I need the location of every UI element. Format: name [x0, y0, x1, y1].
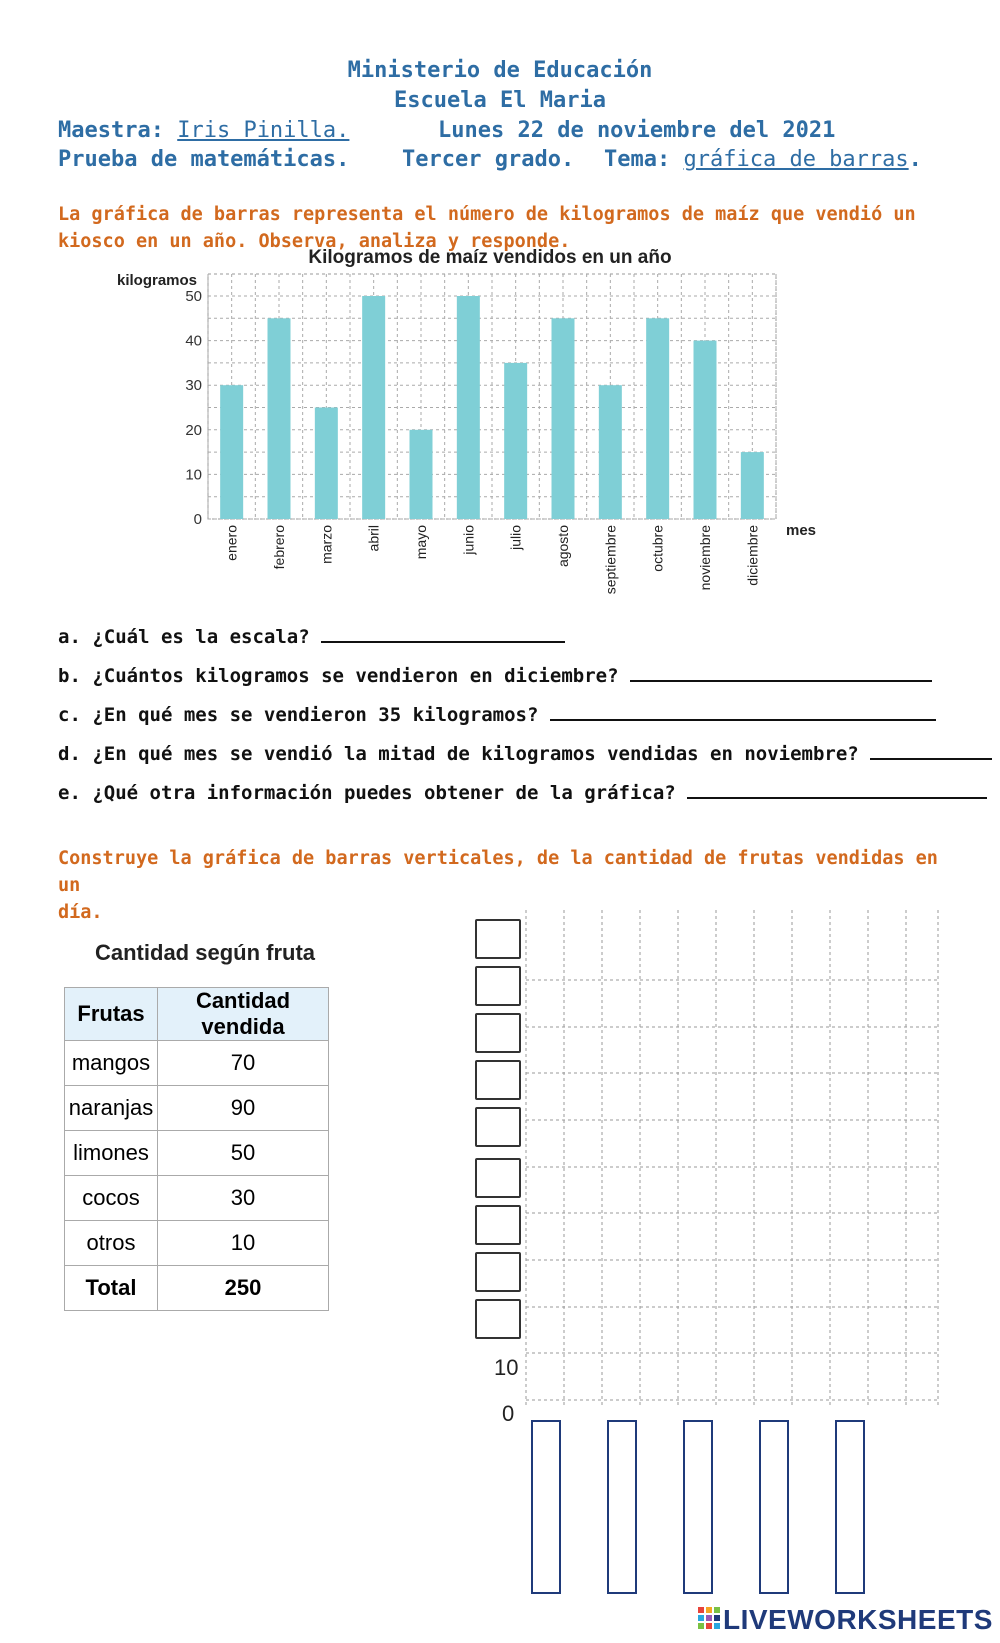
y-scale-input-2[interactable]: [475, 966, 521, 1006]
teacher-name: Iris Pinilla.: [177, 118, 350, 143]
total-value: 250: [158, 1266, 329, 1311]
table-row: [65, 1086, 329, 1131]
y-scale-input-9[interactable]: [475, 1299, 521, 1339]
liveworksheets-brand: LIVEWORKSHEETS: [723, 1604, 993, 1635]
bar-febrero: [268, 318, 291, 519]
question-a-text: a. ¿Cuál es la escala?: [58, 626, 310, 648]
intro-text: [58, 201, 958, 255]
y-scale-input-6[interactable]: [475, 1158, 521, 1198]
question-d: [58, 740, 992, 765]
y-tick-label: 40: [185, 332, 202, 350]
table-row: [65, 1176, 329, 1221]
x-category-input-2[interactable]: [607, 1420, 637, 1594]
fruit-quantity: 10: [158, 1221, 329, 1266]
question-d-text: d. ¿En qué mes se vendió la mitad de kilogramos vendidas en noviembre?: [58, 743, 859, 765]
topic-label: Tema:: [604, 147, 671, 172]
bar-diciembre: [741, 452, 764, 519]
ministry-title: Ministerio de Educación: [347, 58, 653, 83]
answer-b-blank[interactable]: [630, 662, 932, 682]
bar-mayo: [410, 430, 433, 519]
x-category-input-4[interactable]: [759, 1420, 789, 1594]
fruit-table-caption: Cantidad según fruta: [95, 940, 316, 965]
bar-noviembre: [694, 341, 717, 519]
construction-grid: [520, 905, 945, 1410]
x-category-input-3[interactable]: [683, 1420, 713, 1594]
y-scale-input-8[interactable]: [475, 1252, 521, 1292]
chart-title: Kilogramos de maíz vendidos en un año: [308, 248, 672, 268]
question-e-text: e. ¿Qué otra información puedes obtener de la gráfica?: [58, 782, 676, 804]
bar-marzo: [315, 408, 338, 520]
x-tick-label: julio: [507, 525, 524, 550]
fruit-name: cocos: [65, 1176, 158, 1221]
x-tick-label: enero: [223, 525, 240, 561]
bar-julio: [504, 363, 527, 519]
question-a: [58, 623, 565, 648]
y-tick-label: 10: [185, 466, 202, 484]
total-label: Total: [65, 1266, 158, 1311]
fruit-header-fruits: Frutas: [65, 988, 158, 1041]
grade: Tercer grado.: [402, 147, 575, 172]
question-e: [58, 779, 987, 804]
build-line-1: Construye la gráfica de barras verticales, de la cantidad de frutas vendidas en un: [58, 848, 938, 896]
y-axis-label: kilogramos: [117, 272, 198, 289]
y-tick-label: 0: [193, 511, 202, 528]
liveworksheets-logo: [697, 1605, 721, 1639]
x-tick-label: febrero: [271, 525, 287, 570]
test-name: Prueba de matemáticas.: [58, 147, 350, 172]
teacher-line: [58, 118, 349, 143]
grid-label-0: 0: [502, 1401, 515, 1426]
fruit-quantity: 30: [158, 1176, 329, 1221]
y-scale-input-7[interactable]: [475, 1205, 521, 1245]
bar-agosto: [552, 318, 575, 519]
answer-c-blank[interactable]: [550, 701, 936, 721]
date: Lunes 22 de noviembre del 2021: [438, 118, 836, 143]
x-tick-label: marzo: [318, 525, 335, 564]
fruit-name: otros: [65, 1221, 158, 1266]
topic-end: .: [908, 147, 922, 172]
fruit-table: [64, 987, 329, 1311]
y-tick-label: 50: [185, 288, 202, 305]
intro-line-1: La gráfica de barras representa el número de kilogramos de maíz que vendió un: [58, 204, 916, 225]
x-tick-label: noviembre: [697, 525, 713, 591]
x-tick-label: octubre: [649, 525, 666, 572]
question-c-text: c. ¿En qué mes se vendieron 35 kilogramos?: [58, 704, 539, 726]
x-tick-label: diciembre: [744, 525, 761, 586]
question-c: [58, 701, 936, 726]
liveworksheets-logo-icon: [697, 1605, 721, 1635]
y-scale-input-4[interactable]: [475, 1060, 521, 1100]
y-tick-label: 30: [185, 377, 202, 395]
build-line-2: día.: [58, 902, 103, 923]
answer-e-blank[interactable]: [687, 779, 987, 799]
question-b-text: b. ¿Cuántos kilogramos se vendieron en diciembre?: [58, 665, 619, 687]
bar-septiembre: [599, 385, 622, 519]
x-tick-label: abril: [365, 525, 382, 552]
bar-octubre: [646, 318, 669, 519]
table-row: [65, 1221, 329, 1266]
fruit-name: naranjas: [65, 1086, 158, 1131]
fruit-header-quantity: Cantidad vendida: [158, 988, 329, 1041]
x-axis-label: mes: [786, 522, 817, 539]
x-category-input-5[interactable]: [835, 1420, 865, 1594]
table-row: [65, 1041, 329, 1086]
x-tick-label: mayo: [413, 525, 429, 560]
fruit-name: limones: [65, 1131, 158, 1176]
intro-line-2: kiosco en un año. Observa, analiza y responde.: [58, 231, 571, 252]
table-total-row: [65, 1266, 329, 1311]
x-tick-label: septiembre: [602, 525, 619, 595]
bar-enero: [220, 385, 243, 519]
fruit-quantity: 90: [158, 1086, 329, 1131]
fruit-table-header: [65, 988, 329, 1041]
corn-sales-bar-chart: [100, 248, 860, 620]
bar-junio: [457, 296, 480, 519]
x-tick-label: agosto: [555, 525, 571, 568]
school-title: Escuela El Maria: [394, 88, 606, 113]
fruit-quantity: 50: [158, 1131, 329, 1176]
teacher-label: Maestra:: [58, 118, 164, 143]
x-tick-label: junio: [460, 525, 477, 555]
answer-a-blank[interactable]: [321, 623, 565, 643]
grid-label-10: 10: [494, 1355, 519, 1380]
y-scale-input-5[interactable]: [475, 1107, 521, 1147]
question-b: [58, 662, 932, 687]
y-scale-input-3[interactable]: [475, 1013, 521, 1053]
y-scale-input-1[interactable]: [475, 919, 521, 959]
bar-abril: [362, 296, 385, 519]
table-row: [65, 1131, 329, 1176]
topic-value: gráfica de barras: [683, 147, 909, 172]
topic-line: [604, 147, 922, 172]
answer-d-blank[interactable]: [870, 740, 992, 760]
fruit-quantity: 70: [158, 1041, 329, 1086]
fruit-name: mangos: [65, 1041, 158, 1086]
x-category-input-1[interactable]: [531, 1420, 561, 1594]
y-tick-label: 20: [185, 421, 202, 439]
